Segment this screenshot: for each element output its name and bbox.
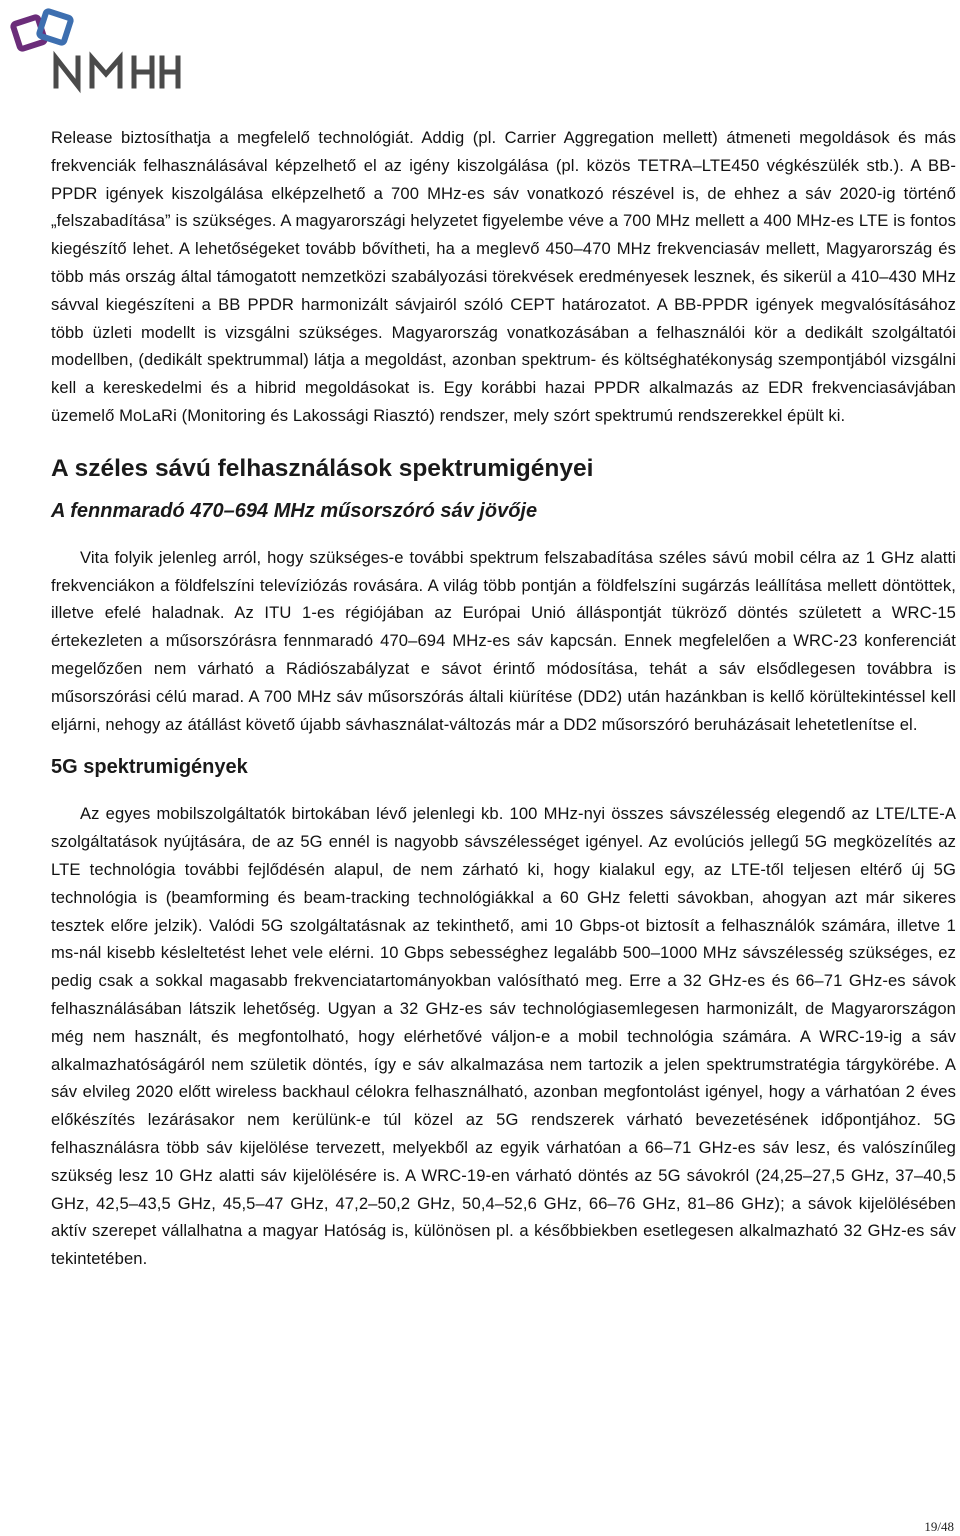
logo-lettering: [56, 58, 178, 86]
nmhh-logo-graphic: [8, 4, 183, 94]
paragraph-broadcast-band: Vita folyik jelenleg arról, hogy szükséges-e további spektrum felszabadítása széles sávú mobil célra az 1 GHz alatti frekvenciákon a földfelszíni televíziózás rovására. A világ több pontján a földfelszíni sugárzás leállítása mellett döntöttek, illetve efelé haladnak. Az ITU 1-es régiójában az Európai Unió álláspontját tükröző döntés született a WRC-15 értekezleten a műsorszórásra fennmaradó 470–694 MHz-es sáv kapcsán. Ennek megfelelően a WRC-23 konferenciát megelőzően nem várható a Rádiószabályzat e sávot érintő módosítása, tehát a sáv elsődlegesen továbbra is műsorszórási célú marad. A 700 MHz sáv műsorszórás általi kiürítése (DD2) után hazánkban is kellő körültekintéssel kell eljárni, nehogy az átállást követő újabb sávhasználat-változás már a DD2 műsorszóró beruházásait lehetetlenítse el.: [51, 547, 956, 734]
page-number: 19/48: [924, 1519, 954, 1534]
logo-blue-square: [39, 11, 72, 44]
paragraph-bb-ppdr: Release biztosíthatja a megfelelő technológiát. Addig (pl. Carrier Aggregation mellett) átmeneti megoldások és más frekvenciák felhasználásával képzelhető el az igény kiszolgálása (pl. közös TETRA–LTE450 végkészülék stb.). A BB-PPDR igények kiszolgálása elképzelhető a 700 MHz-es sáv vonatkozó részével is, de ehhez a sáv 2020-ig történő „felszabadítása” is szükséges. A magyarországi helyzetet figyelembe véve a 700 MHz mellett a 400 MHz-es LTE is fontos kiegészítő lehet. A lehetőségeket tovább bővítheti, ha a meglevő 450–470 MHz frekvenciasáv mellett, Magyarország és több más ország által támogatott nemzetközi szabályozási törekvések eredményesek lesznek, és sikerül a 410–430 MHz sávval kiegészíteni a BB PPDR harmonizált sávjairól szóló CEPT határozatot. A BB-PPDR igények megvalósításához több üzleti modellt is vizsgálni szükséges. Magyarország vonatkozásában a felhasználói kör a dedikált szolgáltatói modellben, (dedikált spektrummal) látja a megoldást, azonban spektrum- és költséghatékonyság szempontjából vizsgálni kell a kereskedelmi és a hibrid megoldásokat is. Egy korábbi hazai PPDR alkalmazás az EDR frekvenciasávjában üzemelő MoLaRi (Monitoring és Lakossági Riasztó) rendszer, mely szórt spektrumú rendszerekkel épült ki.: [51, 128, 956, 425]
paragraph-5g-spectrum: Az egyes mobilszolgáltatók birtokában lévő jelenlegi kb. 100 MHz-nyi összes sávszélesség elegendő az LTE/LTE-A szolgáltatások nyújtására, de az 5G ennél is nagyobb sávszélességet igényel. Az evolúciós jellegű 5G megközelítés az LTE technológia további fejlődésén alapul, de nem zárható ki, hogy kialakul egy, az LTE-től teljesen eltérő új 5G technológia is (beamforming és beam-tracking technológiákkal a 60 GHz feletti sávokban, ahogyan azt már sikeres tesztek előre jelzik). Valódi 5G szolgáltatásnak az tekinthető, ami 10 Gbps-ot biztosít a felhasználók számára, illetve 1 ms-nál kisebb késleltetést lehet vele elérni. 10 Gbps sebességhez legalább 500–1000 MHz sávszélesség szükséges, ez pedig csak a sokkal magasabb frekvenciatartományokban valósítható meg. Erre a 32 GHz-es és 66–71 GHz-es sávok felhasználásában látszik lehetőség. Ugyan a 32 GHz-es sáv technológiasemlegesen harmonizált, de Magyarországon még nem használt, és megfontolható, hogy elérhetővé váljon-e a mobil technológia számára. A WRC-19-ig a sáv alkalmazhatóságáról nem születik döntés, így e sáv alkalmazása nem tartozik a jelen spektrumstratégia tárgykörébe. A sáv elvileg 2020 előtt wireless backhaul célokra felhasználható, azonban megfontolást igényel, hogy a várhatóan 2 éves előkészítés lezárásakor nem kerülünk-e túl közel az 5G rendszerek várható bevezetésének időpontjához. 5G felhasználásra több sáv kijelölése tervezett, melyekből az egyik várhatóan a 66–71 GHz-es sáv lesz, és valószínűleg szükség lesz 10 GHz alatti sáv kijelölésére is. A WRC-19-en várható döntés az 5G sávokról (24,25–27,5 GHz, 37–40,5 GHz, 42,5–43,5 GHz, 45,5–47 GHz, 47,2–50,2 GHz, 50,4–52,6 GHz, 66–76 GHz, 81–86 GHz); a sávok kijelölésében aktív szerepet vállalhatna a magyar Hatóság is, különösen pl. a későbbiekben esetlegesen alkalmazható 32 GHz-es sáv tekintetében.: [51, 804, 956, 1269]
subsection-heading-5g: 5G spektrumigények: [51, 756, 248, 779]
document-body: [51, 124, 956, 1273]
nmhh-logo: [8, 4, 183, 94]
section-heading-broadband-spectrum: A széles sávú felhasználások spektrumigényei: [51, 454, 594, 482]
subsection-heading-broadcast-band: A fennmaradó 470–694 MHz műsorszóró sáv jövője: [51, 499, 538, 522]
